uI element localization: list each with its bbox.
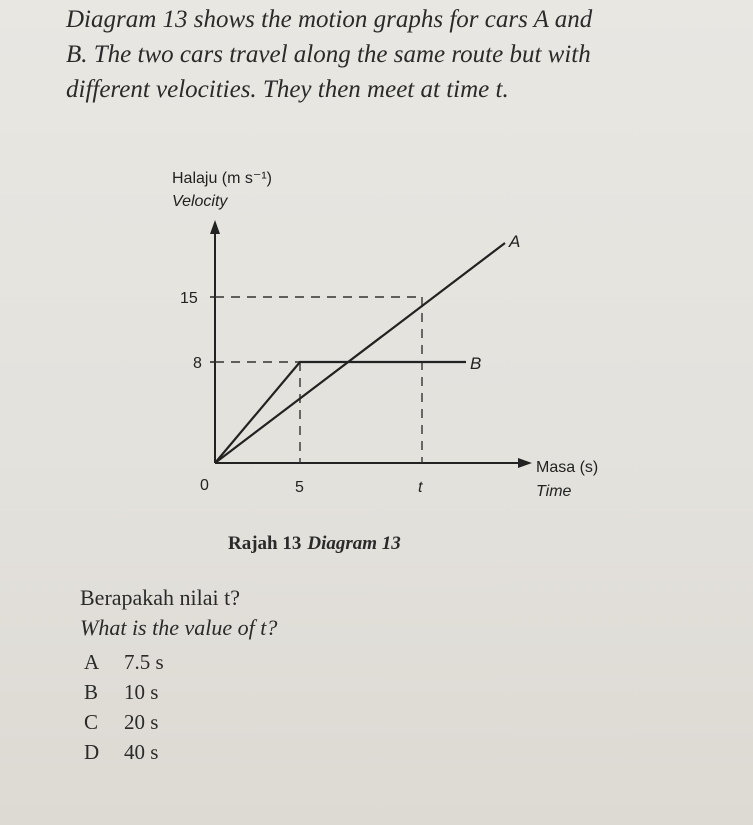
x-tick-label-t: t [418, 479, 423, 496]
x-axis-label-ms: Masa (s) [536, 459, 599, 476]
stem-line-3: different velocities. They then meet at time t. [66, 76, 509, 103]
x-tick-label-5: 5 [295, 479, 304, 496]
option-text: 10 s [124, 680, 159, 704]
origin-label: 0 [200, 477, 209, 494]
option-b[interactable] [84, 677, 164, 707]
y-axis-label-en: Velocity [172, 193, 228, 210]
option-letter: B [84, 680, 99, 704]
option-d[interactable] [84, 737, 164, 767]
answer-options [84, 647, 164, 767]
series-b-line [215, 362, 466, 463]
x-axis-label-en: Time [536, 483, 572, 500]
y-axis-label-ms: Halaju (m s⁻¹) [172, 170, 273, 187]
option-text: 40 s [124, 740, 159, 764]
option-c[interactable] [84, 707, 164, 737]
question-ms: Berapakah nilai t? [80, 585, 241, 610]
x-axis-arrowhead [518, 458, 532, 468]
diagram-caption [228, 533, 401, 555]
stem-line-1: Diagram 13 shows the motion graphs for cars A and [66, 6, 593, 33]
question-en: What is the value of t? [80, 615, 278, 640]
series-a-label: A [509, 232, 521, 251]
y-tick-label-15: 15 [180, 290, 198, 307]
option-text: 7.5 s [124, 650, 164, 674]
series-a-line [215, 243, 505, 463]
option-letter: C [84, 710, 99, 734]
y-tick-label-8: 8 [193, 355, 202, 372]
option-letter: D [84, 740, 100, 764]
caption-ms: Rajah 13 [228, 533, 302, 554]
caption-en: Diagram 13 [307, 533, 401, 554]
series-b-label: B [470, 354, 482, 373]
option-letter: A [84, 650, 100, 674]
y-axis-arrowhead [210, 220, 220, 234]
option-text: 20 s [124, 710, 159, 734]
stem-line-2: B. The two cars travel along the same route but with [66, 41, 591, 68]
question-prompt [80, 583, 277, 643]
option-a[interactable] [84, 647, 164, 677]
